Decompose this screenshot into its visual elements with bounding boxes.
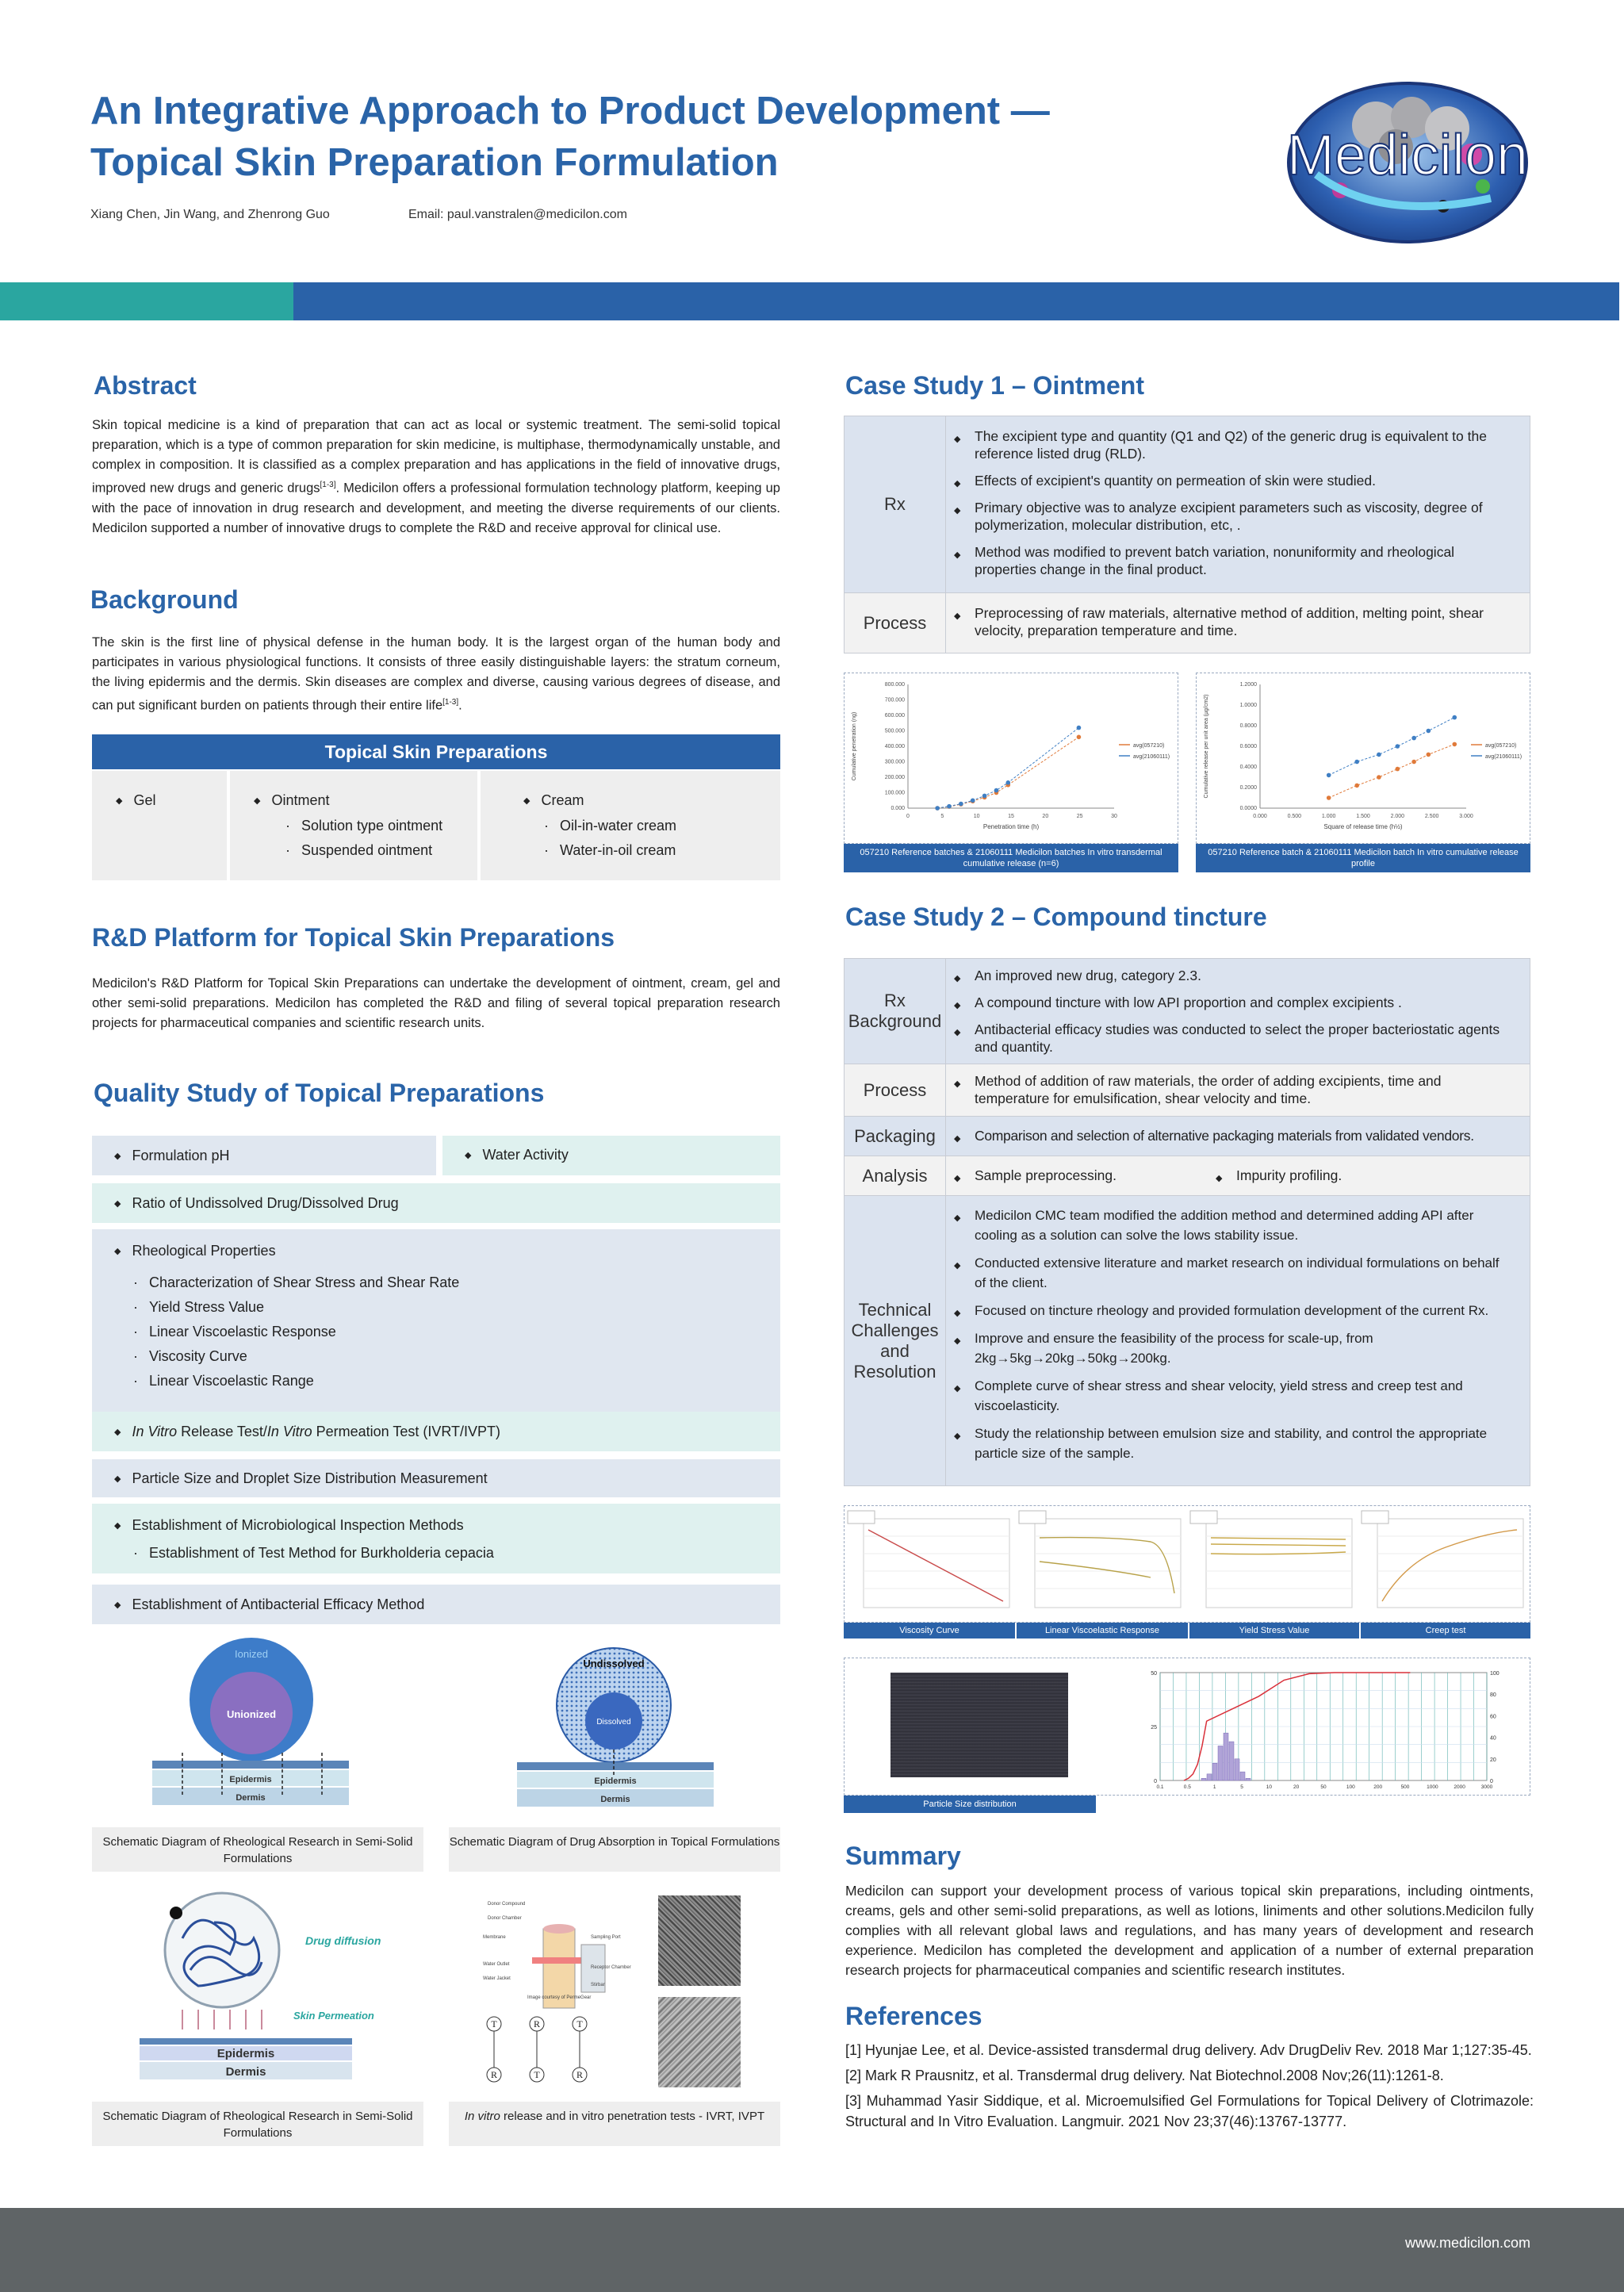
tsp-cream-sub1: Oil-in-water cream xyxy=(560,818,677,834)
quality-water-label: Water Activity xyxy=(482,1147,569,1163)
ivrt-italic-2: In Vitro xyxy=(266,1424,312,1439)
footer-url: www.medicilon.com xyxy=(1404,2235,1530,2251)
tsp-cream-sub2: Water-in-oil cream xyxy=(560,842,676,858)
case2-analysis-body: ◆ Sample preprocessing. ◆ Impurity profiling. xyxy=(946,1156,1530,1195)
rheo-caption-viscosity: Viscosity Curve xyxy=(844,1623,1015,1639)
tsp-gel-cell: ◆ Gel xyxy=(92,771,227,880)
y-tick-label: 1.0000 xyxy=(1239,703,1257,708)
series-line xyxy=(1329,744,1455,798)
dermis-label: Dermis xyxy=(236,1793,266,1803)
rd-text: Medicilon's R&D Platform for Topical Skin Preparations can undertake the development of ointment, cream, gel and other semi-solid preparations. Medicilon has completed the R&D and filing of several topical preparation research projects for pharmaceutical companies and scientific research units. xyxy=(92,976,780,1030)
rheo-item: Characterization of Shear Stress and Shear Rate xyxy=(149,1274,460,1290)
tsp-cream: Cream xyxy=(541,792,584,808)
summary-heading: Summary xyxy=(845,1842,961,1870)
x-tick-label: 25 xyxy=(1076,814,1083,819)
quality-water: ◆ Water Activity xyxy=(442,1136,780,1175)
case2-process-body: ◆ Method of addition of raw materials, the order of adding excipients, time and temperature for emulsification, shear velocity and time. xyxy=(946,1064,1530,1116)
case1-chart1-caption: 057210 Reference batches & 21060111 Medicilon batches In vitro transdermal cumulative release (n=6) xyxy=(844,844,1178,872)
y-tick-label: 0.6000 xyxy=(1239,744,1257,749)
psd-left-tick: 0 xyxy=(1154,1779,1157,1784)
x-tick-label: 0.500 xyxy=(1287,814,1302,819)
panel-legend xyxy=(1019,1511,1046,1524)
cell-label: Stirbar xyxy=(591,1983,605,1987)
data-point xyxy=(1077,735,1082,740)
epidermis-label-3: Epidermis xyxy=(216,2047,275,2060)
tsp-gel: Gel xyxy=(133,792,156,808)
rheo-sublist: · Characterization of Shear Stress and Shear Rate · Yield Stress Value · Linear Viscoelastic Response · Viscosity Curve · Linear Viscoelastic Range xyxy=(133,1274,460,1389)
quality-rheo-label: Rheological Properties xyxy=(132,1243,276,1259)
y-tick-label: 600.000 xyxy=(884,713,905,719)
chart-transdermal-release xyxy=(845,673,1176,841)
psd-bar xyxy=(1246,1778,1251,1780)
psd-x-tick: 3000 xyxy=(1480,1784,1493,1790)
diagram-diffusion xyxy=(135,1891,420,2084)
case2-tech-item: Improve and ensure the feasibility of the process for scale-up, from 2kg→5kg→20kg→50kg→200kg. xyxy=(975,1331,1373,1366)
psd-right-tick: 20 xyxy=(1490,1757,1496,1763)
x-tick-label: 20 xyxy=(1042,814,1049,819)
quality-micro: ◆ Establishment of Microbiological Inspection Methods · Establishment of Test Method for Burkholderia cepacia xyxy=(92,1504,780,1573)
psd-x-tick: 1 xyxy=(1212,1784,1216,1790)
quality-ratio-label: Ratio of Undissolved Drug/Dissolved Drug xyxy=(132,1195,399,1211)
case2-tech-body: ◆ Medicilon CMC team modified the addition method and determined adding API after cooling as a solution can solve the lows stability issue. ◆ Conducted extensive literature and market research on individual formulations on behalf of the client. ◆ Focused on tincture rheology and provided formulation development of the current Rx. ◆ Improve and ensure the feasibility of the process for scale-up, from 2kg→5kg→20kg→50kg→200kg. ◆ Complete curve of shear stress and shear velocity, yield stress and creep test and viscoelasticity. ◆ Study the relationship between emulsion size and stability, and control the appropriate particle size of the sample. xyxy=(946,1195,1530,1485)
cell-label: Donor Chamber xyxy=(488,1916,522,1921)
quality-heading: Quality Study of Topical Preparations xyxy=(94,1079,545,1107)
case2-tech-label: Technical Challenges and Resolution xyxy=(845,1195,946,1485)
letter-t: T xyxy=(491,2018,497,2029)
cell-label: Water Jacket xyxy=(483,1976,511,1981)
ionized-label: Ionized xyxy=(235,1648,268,1660)
data-point xyxy=(947,804,952,809)
particle-micrograph xyxy=(891,1673,1068,1777)
particle-box xyxy=(844,1658,1530,1796)
quality-particle: ◆ Particle Size and Droplet Size Distribution Measurement xyxy=(92,1459,780,1497)
case2-packaging-label: Packaging xyxy=(845,1116,946,1156)
data-point xyxy=(1327,773,1331,778)
psd-x-tick: 2000 xyxy=(1454,1784,1465,1790)
data-point xyxy=(971,798,975,803)
ivrt-mid: Release Test/ xyxy=(177,1424,267,1439)
psd-right-tick: 100 xyxy=(1490,1671,1500,1677)
psd-left-tick: 50 xyxy=(1151,1671,1157,1677)
particle-size-chart xyxy=(1138,1662,1526,1793)
x-tick-label: 3.000 xyxy=(1459,814,1473,819)
rheo-item: Yield Stress Value xyxy=(149,1299,265,1315)
reference-item: [3] Muhammad Yasir Siddique, et al. Microemulsified Gel Formulations for Topical Delivery of Clotrimazole: Structural and In Vitro Evaluation. Langmuir. 2021 Nov 23;37(46):13767-13777. xyxy=(845,2093,1534,2129)
rheo-caption-creep: Creep test xyxy=(1361,1623,1530,1639)
epidermis-label: Epidermis xyxy=(229,1775,272,1784)
psd-bar xyxy=(1212,1763,1217,1780)
letter-t: T xyxy=(534,2069,540,2080)
quality-micro-label: Establishment of Microbiological Inspection Methods xyxy=(132,1517,464,1533)
title-line-2: Topical Skin Preparation Formulation xyxy=(90,141,779,184)
y-tick-label: 1.2000 xyxy=(1239,682,1257,688)
abstract-text-a: Skin topical medicine is a kind of preparation that can act as local or systemic treatment. The semi-solid topical preparation, which is a type of common preparation for skin medicine, is multiphase, thermodynamically unstable, and complex in composition. It is classified as a complex preparation and has applications in the field of innovative drugs, improved new drugs and generic drugs xyxy=(92,418,780,496)
cell-label: Sampling Port xyxy=(591,1935,621,1940)
x-tick-label: 30 xyxy=(1111,814,1117,819)
case2-packaging-item: Comparison and selection of alternative packaging materials from validated vendors. xyxy=(975,1128,1474,1144)
abstract-text-b: . Medicilon offers a professional formulation technology platform, keeping up with the pace of innovation in drug research and development, and meeting the diverse requirements of our clients. Medicilon supported a number of innovative drugs to complete the R&D and receive approval for clinical use. xyxy=(92,481,780,535)
letter-t: T xyxy=(576,2018,583,2029)
diagram-ionized xyxy=(143,1634,381,1816)
y-tick-label: 0.4000 xyxy=(1239,765,1257,770)
series-line xyxy=(937,728,1078,808)
psd-bar xyxy=(1218,1746,1223,1780)
psd-x-tick: 0.5 xyxy=(1183,1784,1191,1790)
y-tick-label: 100.000 xyxy=(884,790,905,796)
logo-graphic xyxy=(1285,79,1530,246)
tsp-ointment-sub1: Solution type ointment xyxy=(301,818,443,834)
case1-process-body: ◆ Preprocessing of raw materials, alternative method of addition, melting point, shear velocity, preparation temperature and time. xyxy=(946,592,1530,653)
quality-micro-sub: Establishment of Test Method for Burkholderia cepacia xyxy=(149,1545,494,1561)
psd-x-tick: 10 xyxy=(1266,1784,1272,1790)
data-point xyxy=(1396,744,1400,749)
case2-table xyxy=(844,958,1530,1486)
header-bar-teal xyxy=(0,282,293,320)
skin-permeation-label: Skin Permeation xyxy=(293,2010,374,2022)
dermis-label-3: Dermis xyxy=(225,2065,266,2079)
case2-tech-item: Medicilon CMC team modified the addition method and determined adding API after cooling as a solution can solve the lows stability issue. xyxy=(975,1208,1474,1243)
quality-ivrt: ◆ In Vitro Release Test/In Vitro Permeation Test (IVRT/IVPT) xyxy=(92,1412,780,1451)
psd-x-tick: 500 xyxy=(1400,1784,1410,1790)
psd-right-tick: 40 xyxy=(1490,1735,1496,1742)
cell-label: Donor Compound xyxy=(488,1902,526,1907)
y-tick-label: 700.000 xyxy=(884,697,905,703)
cap4-rest: release and in vitro penetration tests - IVRT, IVPT xyxy=(500,2110,765,2123)
data-point xyxy=(994,788,999,793)
legend-label: avg(21060111) xyxy=(1485,754,1522,760)
authors: Xiang Chen, Jin Wang, and Zhenrong Guo xyxy=(90,208,330,221)
psd-x-tick: 1000 xyxy=(1427,1784,1438,1790)
data-point xyxy=(959,802,963,807)
logo-text: Medicilon xyxy=(1286,124,1529,187)
psd-bar xyxy=(1240,1772,1245,1780)
data-point xyxy=(1427,729,1431,734)
email: Email: paul.vanstralen@medicilon.com xyxy=(408,208,627,221)
background-text xyxy=(92,633,780,716)
y-tick-label: 300.000 xyxy=(884,759,905,765)
case1-table xyxy=(844,416,1530,653)
y-tick-label: 800.000 xyxy=(884,682,905,688)
x-tick-label: 5 xyxy=(940,814,944,819)
quality-ph-label: Formulation pH xyxy=(132,1148,230,1163)
data-point xyxy=(935,806,940,811)
data-point xyxy=(1354,784,1359,788)
diagram3-caption: Schematic Diagram of Rheological Research in Semi-Solid Formulations xyxy=(92,2102,423,2146)
case2-process-item: Method of addition of raw materials, the order of adding excipients, time and temperature for emulsification, shear velocity and time. xyxy=(975,1073,1442,1106)
poster-title xyxy=(90,86,1050,189)
case1-rx-body: ◆ The excipient type and quantity (Q1 and Q2) of the generic drug is equivalent to the reference listed drug (RLD). ◆ Effects of excipient's quantity on permeation of skin were studied. ◆ Primary objective was to analyze excipient parameters such as viscosity, degree of polymerization, molecular distribution, etc, . ◆ Method was modified to prevent batch variation, nonuniformity and rheological properties change in the final product. xyxy=(946,416,1530,592)
rheology-panel xyxy=(1190,1511,1352,1608)
dermis-label-2: Dermis xyxy=(600,1795,630,1804)
case2-heading: Case Study 2 – Compound tincture xyxy=(845,903,1267,931)
data-point xyxy=(1354,760,1359,765)
medicilon-logo xyxy=(1285,79,1530,246)
case2-rxbg-item: An improved new drug, category 2.3. xyxy=(975,968,1201,983)
diagram-dissolved xyxy=(508,1642,730,1816)
data-point xyxy=(1005,780,1010,785)
legend-label: avg(057210) xyxy=(1485,743,1517,749)
x-tick-label: 0 xyxy=(906,814,910,819)
cap4-italic: In vitro xyxy=(464,2110,500,2123)
legend-label: avg(21060111) xyxy=(1133,754,1170,760)
ivrt-end: Permeation Test (IVRT/IVPT) xyxy=(312,1424,501,1439)
sem-image-bottom xyxy=(658,1997,741,2087)
case2-rxbg-body: ◆ An improved new drug, category 2.3. ◆ A compound tincture with low API proportion and complex excipients . ◆ Antibacterial efficacy studies was conducted to select the proper bacteriostatic agents and quantity. xyxy=(946,959,1530,1064)
case1-rx-label: Rx xyxy=(845,416,946,592)
references-heading: References xyxy=(845,2002,982,2030)
case2-analysis-label: Analysis xyxy=(845,1156,946,1195)
background-text-b: . xyxy=(458,698,462,713)
letter-r: R xyxy=(533,2018,541,2029)
panel-legend xyxy=(1362,1511,1388,1524)
x-tick-label: 1.500 xyxy=(1356,814,1370,819)
series-line xyxy=(1329,718,1455,776)
cell-label: Water Outlet xyxy=(483,1962,510,1967)
psd-x-tick: 100 xyxy=(1346,1784,1355,1790)
tsp-ointment: Ointment xyxy=(271,792,330,808)
cell-label: Membrane xyxy=(483,1935,506,1940)
case2-packaging-body: ◆ Comparison and selection of alternative packaging materials from validated vendors. xyxy=(946,1116,1530,1156)
letter-r: R xyxy=(490,2069,498,2080)
diagram4-caption xyxy=(449,2102,780,2146)
summary-text: Medicilon can support your development process of various topical skin preparations, including ointments, creams, gels and other semi-solid preparations, as well as lotions, liniments and other solutions.Medicilon fully complies with all relevant global laws and regulations, and has many years of development and research experience. Medicilon has completed the development and application of a number of external preparation research projects for pharmaceutical companies and scientific research institutes. xyxy=(845,1883,1534,1978)
x-tick-label: 2.000 xyxy=(1390,814,1405,819)
x-tick-label: 2.500 xyxy=(1424,814,1439,819)
case2-analysis-a: Sample preprocessing. xyxy=(975,1167,1116,1183)
undissolved-label: Undissolved xyxy=(583,1658,645,1669)
psd-right-tick: 0 xyxy=(1490,1779,1493,1784)
background-sup: [1-3] xyxy=(442,698,459,707)
y-tick-label: 200.000 xyxy=(884,775,905,780)
rheo-caption-lve: Linear Viscoelastic Response xyxy=(1017,1623,1188,1639)
rheology-mini-charts xyxy=(845,1506,1528,1620)
psd-x-tick: 200 xyxy=(1373,1784,1383,1790)
epidermis-label-2: Epidermis xyxy=(594,1776,637,1786)
quality-antibac-label: Establishment of Antibacterial Efficacy Method xyxy=(132,1596,425,1612)
case1-chart1-box xyxy=(844,673,1178,844)
case1-heading: Case Study 1 – Ointment xyxy=(845,371,1144,400)
cell-label: Receptor Chamber xyxy=(591,1965,631,1970)
background-text-a: The skin is the first line of physical defense in the human body. It is the largest organ of the human body and participates in various physiological functions. It consists of three easily distinguishable layers: the stratum corneum, the living epidermis and the dermis. Skin diseases are complex and diverse, causing various degrees of disease, and can put significant burden on patients through their entire life xyxy=(92,635,780,713)
case2-rxbg-item: A compound tincture with low API proportion and complex excipients . xyxy=(975,995,1402,1010)
rheology-panel xyxy=(848,1511,1009,1608)
header-bar-blue xyxy=(293,282,1619,320)
panel-legend xyxy=(1190,1511,1217,1524)
case1-process-label: Process xyxy=(845,592,946,653)
tsp-ointment-cell: ◆ Ointment · Solution type ointment · Suspended ointment xyxy=(230,771,477,880)
psd-bar xyxy=(1229,1742,1234,1780)
psd-bar xyxy=(1224,1733,1228,1780)
legend-label: avg(057210) xyxy=(1133,743,1165,749)
y-tick-label: 0.8000 xyxy=(1239,723,1257,729)
quality-ph: ◆ Formulation pH xyxy=(92,1136,436,1175)
rheo-caption-yield: Yield Stress Value xyxy=(1189,1623,1359,1639)
reference-item: [1] Hyunjae Lee, et al. Device-assisted transdermal drug delivery. Adv DrugDeliv Rev. 2018 Mar 1;127:35-45. xyxy=(845,2042,1532,2058)
rheo-item: Linear Viscoelastic Range xyxy=(149,1373,314,1389)
diagram1-caption: Schematic Diagram of Rheological Research in Semi-Solid Formulations xyxy=(92,1827,423,1872)
psd-bar xyxy=(1235,1759,1239,1780)
quality-ratio: ◆ Ratio of Undissolved Drug/Dissolved Drug xyxy=(92,1183,780,1223)
psd-bar xyxy=(1201,1778,1206,1780)
tsp-table-header: Topical Skin Preparations xyxy=(92,734,780,769)
quality-rheo: ◆ Rheological Properties · Characterization of Shear Stress and Shear Rate · Yield Stress Value · Linear Viscoelastic Response · Viscosity Curve · Linear Viscoelastic Range xyxy=(92,1229,780,1413)
series-line xyxy=(937,737,1078,808)
dissolved-diagram-svg xyxy=(508,1642,730,1816)
sem-image-top xyxy=(658,1895,741,1986)
dissolved-label: Dissolved xyxy=(596,1718,631,1727)
rheology-panel xyxy=(1019,1511,1181,1608)
rheology-charts-box xyxy=(844,1505,1530,1623)
case2-tech-item: Conducted extensive literature and market research on individual formulations on behalf of the client. xyxy=(975,1255,1500,1290)
panel-frame xyxy=(1206,1519,1352,1608)
case2-rxbg-item: Antibacterial efficacy studies was conducted to select the proper bacteriostatic agents and quantity. xyxy=(975,1021,1500,1055)
cell-caption: Image courtesy of PermeGear xyxy=(527,1995,592,2000)
rheo-item: Viscosity Curve xyxy=(149,1348,247,1364)
background-heading: Background xyxy=(90,585,239,614)
case1-rx-item: Effects of excipient's quantity on permeation of skin were studied. xyxy=(975,473,1376,489)
rheo-item: Linear Viscoelastic Response xyxy=(149,1324,336,1340)
abstract-text xyxy=(92,416,780,539)
tsp-ointment-sub2: Suspended ointment xyxy=(301,842,433,858)
x-tick-label: 15 xyxy=(1008,814,1014,819)
psd-bar xyxy=(1207,1774,1212,1780)
case1-rx-item: Method was modified to prevent batch variation, nonuniformity and rheological properties change in the final product. xyxy=(975,544,1455,577)
abstract-heading: Abstract xyxy=(94,371,197,400)
panel-legend xyxy=(848,1511,875,1524)
psd-x-tick: 0.1 xyxy=(1156,1784,1164,1790)
y-tick-label: 400.000 xyxy=(884,744,905,749)
references-list xyxy=(845,2040,1534,2132)
data-point xyxy=(1452,715,1457,720)
case1-rx-item: Primary objective was to analyze excipient parameters such as viscosity, degree of polymerization, molecular distribution, etc, . xyxy=(975,500,1483,533)
case1-rx-item: The excipient type and quantity (Q1 and Q2) of the generic drug is equivalent to the reference listed drug (RLD). xyxy=(975,428,1487,462)
case2-tech-item: Study the relationship between emulsion size and stability, and control the appropriate particle size of the sample. xyxy=(975,1426,1488,1461)
case2-tech-item: Focused on tincture rheology and provided formulation development of the current Rx. xyxy=(975,1303,1489,1318)
psd-x-tick: 50 xyxy=(1320,1784,1327,1790)
case2-process-label: Process xyxy=(845,1064,946,1116)
data-point xyxy=(1077,726,1082,730)
diagram2-caption: Schematic Diagram of Drug Absorption in Topical Formulations xyxy=(449,1827,780,1872)
data-point xyxy=(1327,795,1331,800)
case2-rxbg-label: Rx Background xyxy=(845,959,946,1064)
psd-x-tick: 20 xyxy=(1293,1784,1300,1790)
case2-tech-item: Complete curve of shear stress and shear velocity, yield stress and creep test and viscoelasticity. xyxy=(975,1378,1463,1413)
chart-cumulative-release xyxy=(1197,673,1528,841)
panel-frame xyxy=(864,1519,1009,1608)
y-tick-label: 0.0000 xyxy=(1239,806,1257,811)
x-tick-label: 1.000 xyxy=(1321,814,1336,819)
y-axis-label: Cumulative release per unit area (µg/cm2) xyxy=(1204,694,1209,799)
title-line-1: An Integrative Approach to Product Development — xyxy=(90,90,1050,132)
data-point xyxy=(1427,753,1431,757)
data-point xyxy=(1411,760,1416,765)
abstract-sup: [1-3] xyxy=(320,481,336,489)
data-point xyxy=(982,794,987,799)
y-tick-label: 0.000 xyxy=(891,806,905,811)
data-point xyxy=(1377,753,1381,757)
data-point xyxy=(1396,767,1400,772)
case1-chart2-caption: 057210 Reference batch & 21060111 Medicilon batch In vitro cumulative release profile xyxy=(1196,844,1530,872)
x-tick-label: 10 xyxy=(973,814,980,819)
data-point xyxy=(1411,736,1416,741)
case1-chart2-box xyxy=(1196,673,1530,844)
rd-heading: R&D Platform for Topical Skin Preparations xyxy=(92,923,615,952)
rheology-panel xyxy=(1362,1511,1523,1608)
x-axis-label: Penetration time (h) xyxy=(982,823,1040,830)
psd-x-tick: 5 xyxy=(1240,1784,1243,1790)
diffusion-diagram-svg xyxy=(135,1891,420,2084)
data-point xyxy=(1452,742,1457,747)
y-tick-label: 0.2000 xyxy=(1239,785,1257,791)
tsp-cream-cell: ◆ Cream · Oil-in-water cream · Water-in-oil cream xyxy=(481,771,780,880)
psd-right-tick: 80 xyxy=(1490,1692,1496,1699)
case1-process-item: Preprocessing of raw materials, alternative method of addition, melting point, shear velocity, preparation temperature and time. xyxy=(975,605,1484,638)
case2-analysis-b: Impurity profiling. xyxy=(1236,1167,1342,1183)
ivrt-italic-1: In Vitro xyxy=(132,1424,178,1439)
quality-antibac: ◆ Establishment of Antibacterial Efficacy Method xyxy=(92,1585,780,1624)
letter-r: R xyxy=(576,2069,584,2080)
y-tick-label: 500.000 xyxy=(884,728,905,734)
reference-item: [2] Mark R Prausnitz, et al. Transdermal drug delivery. Nat Biotechnol.2008 Nov;26(11):1261-8. xyxy=(845,2068,1444,2083)
footer-bar xyxy=(0,2208,1624,2292)
ionized-diagram-svg xyxy=(143,1634,381,1816)
y-axis-label: Cumulative penetration (ng) xyxy=(852,711,857,781)
x-tick-label: 0.000 xyxy=(1253,814,1267,819)
psd-right-tick: 60 xyxy=(1490,1714,1496,1720)
quality-particle-label: Particle Size and Droplet Size Distribution Measurement xyxy=(132,1470,488,1486)
unionized-label: Unionized xyxy=(226,1708,277,1720)
psd-left-tick: 25 xyxy=(1151,1725,1157,1730)
x-axis-label: Square of release time (h½) xyxy=(1323,823,1403,830)
particle-caption: Particle Size distribution xyxy=(844,1796,1096,1813)
data-point xyxy=(1377,775,1381,780)
drug-diffusion-label: Drug diffusion xyxy=(305,1934,381,1947)
